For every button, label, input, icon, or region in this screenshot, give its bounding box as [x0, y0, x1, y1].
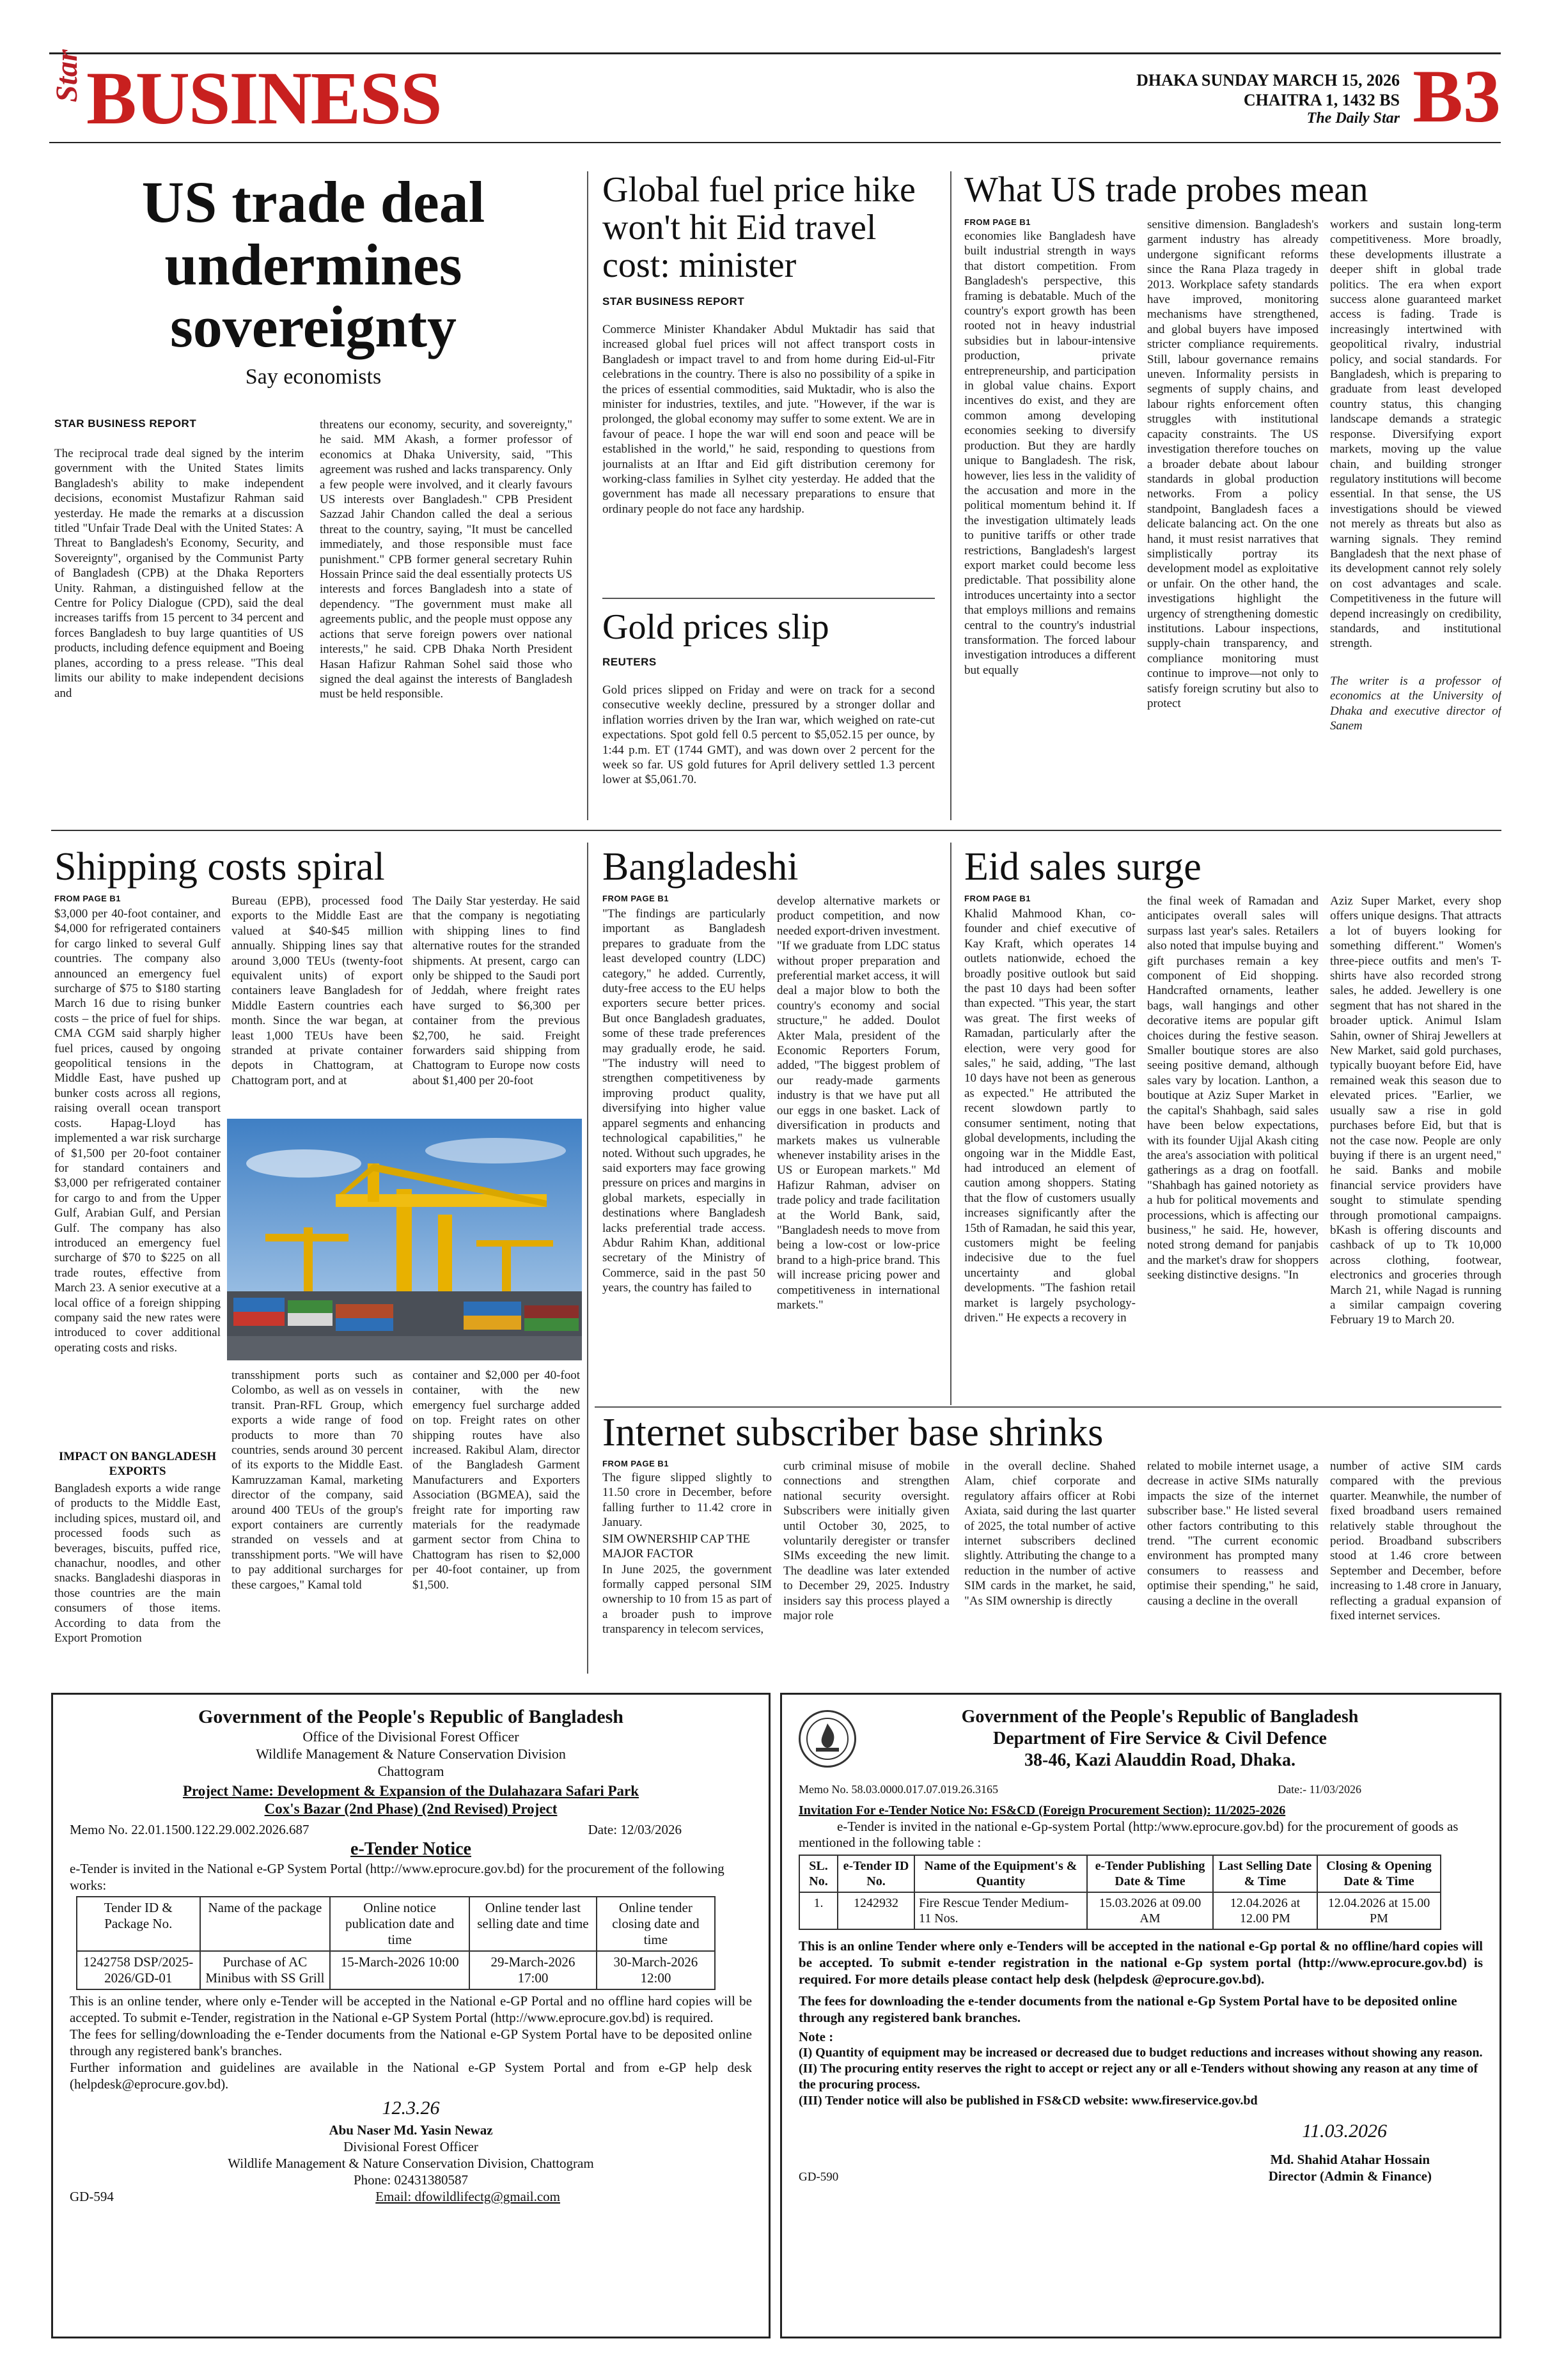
story7-col1: Khalid Mahmood Khan, co-founder and chief executive of Kay Kraft, which operates 14 outlets nationwide, echoed the broadly positive outlook but said the past 10 days had been softer than expected. "This year, the start was great. The first weeks of Ramadan, particularly after the election, were very good for sales," he said, adding, "The last 10 days have not been as generous as expected." He attributed the recent slowdown partly to consumer sentiment, noting that global developments, including the ongoing war in the Middle East, had introduced an element of caution among shoppers. Stating that the flow of customers usually increases significantly after the 15th of Ramadan, he said this year, customers might be feeling indecisive due to the fuel uncertainty and global developments. "The fashion retail market is largely psychology-driven." He expects a recovery in [964, 907, 1136, 1325]
table-cell: 12.04.2026 at 12.00 PM [1213, 1892, 1317, 1929]
table-cell: 1242758 DSP/2025-2026/GD-01 [77, 1951, 200, 1989]
story3-byline: REUTERS [602, 656, 657, 668]
divider [602, 598, 935, 599]
table-cell: 12.04.2026 at 15.00 PM [1317, 1892, 1441, 1929]
ad1-name: Abu Naser Md. Yasin Newaz [329, 2122, 493, 2138]
date-bs-text: CHAITRA 1, 1432 BS [1243, 91, 1400, 109]
story5-col3b: container and $2,000 per 40-foot container, with the new emergency fuel surcharge added on top. Freight rates on other shipping routes have also increased. Rakibul Alam, director of the Bangladesh Garment Manufacturers and Exporters Association (BGMEA), said the freight rate for importing raw materials for the readymade garment sector from China to Chattogram has risen to $2,000 per 40-foot container, up from $1,500. [412, 1369, 580, 1592]
story4-col2: sensitive dimension. Bangladesh's garment industry has already undergone significant reforms since the Rana Plaza tragedy in 2013. Workplace safety standards have improved, monitoring mechanisms have strengthened, and global buyers have imposed stricter compliance requirements. Still, labour governance remains uneven. Informality persists in segments of supply chains, and labour rights enforcement often struggles with institutional capacity constraints. The US investigation therefore touches on a broader debate about labour standards in global production networks. From a policy standpoint, Bangladesh faces a delicate balancing act. On the one hand, it must resist narratives that simplistically portray its development model as exploitative or unfair. On the other hand, the investigations highlight the urgency of strengthening domestic institutions. Labour inspections, supply-chain transparency, and compliance monitoring must continue to improve—not only to satisfy foreign scrutiny but also to protect [1147, 218, 1319, 710]
story8-col4: related to mobile internet usage, a decrease in active SIMs naturally impacts the size of the internet subscriber base." He listed several other factors contributing to this trend. "The current economic environment has prompted many consumers to reassess and optimise their spending," he said, causing a decline in the overall [1147, 1459, 1319, 1608]
story6-headline[interactable]: Bangladeshi [602, 845, 799, 889]
ad1-intro: e-Tender is invited in the National e-GP System Portal (http://www.eprocure.gov.bd) for the procurement of the following works: [70, 1861, 724, 1893]
story6-frompage: FROM PAGE B1 [602, 894, 669, 903]
ad2-desig: Director (Admin & Finance) [1268, 2168, 1432, 2184]
table-row [77, 1951, 715, 1989]
ad2-invitation: Invitation For e-Tender Notice No: FS&CD (Foreign Procurement Section): 11/2025-2026 [799, 1803, 1286, 1817]
story5-headline[interactable]: Shipping costs spiral [54, 845, 385, 889]
table-cell: Purchase of AC Minibus with SS Grill [200, 1951, 331, 1989]
masthead-top-rule [49, 52, 1501, 54]
table-cell: 15-March-2026 10:00 [330, 1951, 469, 1989]
col-header: SL. No. [799, 1855, 838, 1892]
ad2-memo-row [799, 1777, 1483, 1802]
page-number: B3 [1413, 54, 1501, 138]
ad2-n3: (III) Tender notice will also be published in FS&CD website: www.fireservice.gov.bd [799, 2094, 1258, 2108]
ad2-signature [799, 2120, 1387, 2142]
story7-col3: Aziz Super Market, every shop offers unique designs. That attracts a lot of buyers looking for something different." Women's three-piece outfits and men's T-shirts have also recorded strong sales, he added. Jewellery is one segment that has not shared in the broader uptick. Animul Islam Sahin, owner of Shiraj Jewellers at New Market, said gold purchases, typically buoyant before Eid, have remained weak this season due to elevated prices. "Earlier, we usually saw a rise in gold purchases before Eid, but that is not the case now. People are only buying if there is an urgent need," he said. Banks and mobile financial service providers have sought to stimulate spending through promotional campaigns. bKash is offering discounts and cashback of up to Tk 10,000 across clothing, footwear, electronics and groceries through March 21, while Nagad is running a similar campaign covering February 19 to March 20. [1330, 894, 1501, 1327]
story8-col1: The figure slipped slightly to 11.50 crore in December, before falling further to 11.42 crore in January. [602, 1471, 772, 1530]
tender-notice-forest [51, 1693, 771, 2338]
ad1-office: Wildlife Management & Nature Conservation Division, Chattogram [228, 2156, 594, 2171]
col-header: Closing & Opening Date & Time [1317, 1855, 1441, 1892]
ad2-code: GD-590 [799, 2170, 839, 2184]
ad2-n2: (II) The procuring entity reserves the right to accept or reject any or all e-Tenders without showing any reason at any time of the procuring process. [799, 2062, 1478, 2092]
story4-col1: economies like Bangladesh have built industrial strength in ways that distort competition. From Bangladesh's perspective, this framing is debatable. Much of the country's export growth has been rooted not in heavy industrial subsidies but in labour-intensive production, private entrepreneurship, and participation in global value chains. Export incentives do exist, and they are common among developing economies seeking to diversify production. But they are hardly unique to Bangladesh. The risk, however, lies less in the validity of the accusation and more in the political momentum behind it. If the investigation ultimately leads to punitive tariffs or other trade restrictions, Bangladesh's largest export market could become less predictable. That possibility alone introduces uncertainty into a sector that employs millions and remains central to the country's industrial transformation. The forced labour investigation introduces a different but equally [964, 229, 1136, 677]
ad1-sig-date: 12.3.26 [382, 2097, 440, 2119]
ad1-project: Project Name: Development & Expansion of the Dulahazara Safari Park [182, 1783, 639, 1799]
story6-col1: "The findings are particularly important as Bangladesh prepares to graduate from the least developed country (LDC) category," he added. Currently, duty-free access to the EU helps exporters secure better prices. But once Bangladesh graduates, some of these trade preferences may gradually erode, he said. "The industry will need to strengthen competitiveness by improving product quality, diversifying into higher value apparel segments and enhancing technological capabilities," he noted. Without such upgrades, he said exporters may face growing pressure on prices and margins in global markets, especially in destinations where Bangladesh lacks preferential trade access. Abdur Rahim Khan, additional secretary of the Ministry of Commerce, said in the past 50 years, the country has failed to [602, 907, 765, 1295]
col-header: e-Tender ID No. [838, 1855, 914, 1892]
story3-headline[interactable]: Gold prices slip [602, 607, 829, 647]
ad1-line2: Wildlife Management & Nature Conservation Division [256, 1746, 566, 1762]
story3-body: Gold prices slipped on Friday and were on track for a second consecutive weekly decline, pressured by a stronger dollar and inflation worries driven by the Iran war, which weighed on rate-cut expectations. Spot gold fell 0.5 percent to $5,052.15 per ounce, by 1:44 p.m. ET (1744 GMT), and was down over 2 percent for the week so far. US gold futures for April delivery settled 1.3 percent lower at $5,061.70. [602, 683, 935, 787]
table-cell: 15.03.2026 at 09.00 AM [1087, 1892, 1213, 1929]
story5-col1: $3,000 per 40-foot container, and $4,000 for refrigerated containers for cargo linked to several Gulf countries. The company also announced an emergency fuel surcharge of $75 to $180 starting March 16 due to rising bunker costs – the price of fuel for ships. CMA CGM said sharply higher fuel prices, caused by ongoing geopolitical tensions in the Middle East, have pushed up bunker costs across all regions, raising overall ocean transport costs. Hapag-Lloyd has implemented a war risk surcharge of $1,500 per 20-foot container for standard containers and $3,000 per refrigerated container for cargo to and from the Upper Gulf, Arabian Gulf, and Persian Gulf. The company has also introduced an emergency fuel surcharge of $70 to $225 on all trade routes, effective from March 23. A senior executive at a local office of a foreign shipping company said the new rates were introduced to cover additional operating costs and risks. [54, 907, 221, 1355]
col-divider [587, 843, 588, 1674]
story8-headline[interactable]: Internet subscriber base shrinks [602, 1411, 1104, 1454]
story1-col2: threatens our economy, security, and sovereignty," he said. MM Akash, a former professor of economics at Dhaka University, said, "This agreement was rushed and lacks transparency. Only a few people were involved, and it clearly favours US interests over Bangladesh." CPB President Sazzad Jahir Chandon called the deal a serious threat to the country, saying, "It must be cancelled immediately, and those responsible must face punishment." CPB former general secretary Ruhin Hossain Prince said the deal essentially protects US interests and forces Bangladesh into a state of dependency. "The government must make all agreements public, and the people must oppose any actions that serve foreign powers over national interests," he said. CPB Dhaka North President Hasan Hafizur Rahman Sohel said those who signed the deal against the interests of Bangladesh must be held responsible. [320, 418, 572, 701]
col-header: e-Tender Publishing Date & Time [1087, 1855, 1213, 1892]
ad1-phone: Phone: 02431380587 [353, 2172, 469, 2188]
section-divider [51, 830, 1501, 831]
col-divider [950, 171, 951, 820]
table-cell: 1. [799, 1892, 838, 1929]
table-cell: 30-March-2026 12:00 [597, 1951, 715, 1989]
story-us-trade-deal [51, 171, 575, 389]
ad2-n1: (I) Quantity of equipment may be increased or decreased due to budget reductions and increases without showing any reason. [799, 2046, 1483, 2060]
table-header-row [77, 1897, 715, 1951]
ad2-memo: Memo No. 58.03.0000.017.07.019.26.3165 [799, 1783, 998, 1796]
col-header: Name of the Equipment's & Quantity [914, 1855, 1087, 1892]
ad1-table [76, 1896, 716, 1990]
fire-service-emblem [799, 1710, 856, 1768]
ad1-notice-title: e-Tender Notice [350, 1839, 471, 1859]
ad1-memo-row [70, 1821, 752, 1839]
ad2-intro: e-Tender is invited in the national e-Gp-system Portal (http:/www.eprocure.gov.bd) for the procurement of goods as mentioned in the following table : [799, 1819, 1459, 1850]
story5-col1-wrap [54, 906, 221, 1675]
ad2-footer [799, 2151, 1483, 2184]
story4-col3: workers and sustain long-term competitiveness. More broadly, these developments illustrate a deeper shift in global trade politics. The era when export success alone guaranteed market access is fading. Trade is increasingly intertwined with geopolitical rivalry, industrial policy, and social standards. For Bangladesh, which is preparing to graduate from least developed country status, this changing landscape demands a strategic response. Diversifying export markets, moving up the value chain, and building stronger regulatory institutions will become essential. In that sense, the US investigations should be viewed not merely as threats but also as warning signals. They remind Bangladesh that the next phase of its development cannot rely solely on cost advantages and scale. Competitiveness in the future will depend increasingly on credibility, standards, and institutional strength. [1330, 218, 1501, 651]
story8-col5: number of active SIM cards compared with the previous quarter. Meanwhile, the number of fixed broadband users remained relatively stable throughout the period. Broadband subscribers stood at 1.46 crore between September and December, before increasing to 1.48 crore in January, reflecting a gradual expansion of fixed internet services. [1330, 1459, 1501, 1623]
story2-byline: STAR BUSINESS REPORT [602, 295, 745, 307]
ad1-email[interactable]: Email: dfowildlifectg@gmail.com [375, 2189, 560, 2204]
ad1-date: Date: 12/03/2026 [588, 1822, 682, 1837]
ad2-signatory [1269, 2151, 1432, 2184]
date-text: DHAKA SUNDAY MARCH 15, 2026 [1136, 71, 1400, 89]
story8-col1-wrap [602, 1470, 772, 1675]
ad1-p1: This is an online tender, where only e-Tender will be accepted in the National e-GP Portal and no offline hard copies will be accepted. To submit e-Tender, registration in the National e-GP System Portal (http://www.eprocure.gov.bd) is required. [70, 1993, 752, 2025]
story8-subhead: SIM OWNERSHIP CAP THE MAJOR FACTOR [602, 1532, 751, 1560]
story5-subhead: IMPACT ON BANGLADESH EXPORTS [58, 1450, 217, 1478]
ad1-title: Government of the People's Republic of Bangladesh [198, 1706, 623, 1727]
ad2-title: Government of the People's Republic of Bangladesh [961, 1707, 1359, 1727]
table-row [799, 1892, 1441, 1929]
story4-frompage: FROM PAGE B1 [964, 217, 1031, 227]
emblem-icon [801, 1712, 854, 1766]
story7-headline[interactable]: Eid sales surge [964, 845, 1202, 889]
col-header: Last Selling Date & Time [1213, 1855, 1317, 1892]
writer-note: The writer is a professor of economics at the University of Dhaka and executive director of Sanem [1330, 674, 1501, 733]
table-cell: 1242932 [838, 1892, 914, 1929]
story5-col3: The Daily Star yesterday. He said that the company is negotiating with shipping lines to find alternative routes for the stranded shipments. At present, cargo can only be shipped to the Saudi port of Jeddah, where freight rates have surged to $6,300 per container from the previous $2,700, he said. Freight forwarders said shipping from Chattogram to Europe now costs about $1,400 per 20-foot [412, 894, 580, 1087]
story8-col2: curb criminal misuse of mobile connections and strengthen national security oversight. Subscribers were initially given until October 30, 2025, to voluntarily deregister or transfer SIMs exceeding the new limit. The deadline was later extended to December 29, 2025. Industry insiders say this process played a major role [783, 1459, 950, 1623]
ad2-p1: This is an online Tender where only e-Tenders will be accepted in the national e-Gp portal & no offline/hard copies will be accepted. To submit e-tender registration in the national e-Gp system portal (http://www.eprocure.gov.bd) is required. For more details please contact help desk (helpdesk @eprocure.gov.bd). [799, 1938, 1483, 1987]
story5-frompage: FROM PAGE B1 [54, 894, 121, 903]
table-header-row [799, 1855, 1441, 1892]
paper-name: The Daily Star [1306, 110, 1400, 127]
col-divider [587, 171, 588, 820]
subhead: Say economists [245, 364, 382, 389]
table-cell: 29-March-2026 17:00 [469, 1951, 597, 1989]
ad2-dept: Department of Fire Service & Civil Defence [993, 1729, 1327, 1748]
story8-frompage: FROM PAGE B1 [602, 1459, 669, 1468]
tender-notice-fire-service [780, 1693, 1501, 2338]
col-header: Name of the package [200, 1897, 331, 1951]
ad2-date: Date:- 11/03/2026 [1278, 1783, 1361, 1796]
ad1-footer [70, 2188, 752, 2205]
headline[interactable]: US trade deal undermines sovereignty [141, 169, 485, 360]
story5-col2: Bureau (EPB), processed food exports to the Middle East are valued at $40-$45 million annually. Shipping lines say that around 3,000 TEUs (twenty-foot equivalent units) of export containers leave Bangladesh for Middle Eastern countries each month. Since the war began, at least 1,000 TEUs have been stranded at private container depots in Chattogram, at Chattogram port, and at [231, 894, 403, 1087]
story8-col1b: In June 2025, the government formally capped personal SIM ownership to 10 from 15 as part of a broader push to improve transparency in telecom services, [602, 1562, 772, 1637]
ad2-sig-date: 11.03.2026 [1302, 2120, 1387, 2142]
ad1-desig: Divisional Forest Officer [343, 2139, 478, 2154]
table-cell: Fire Rescue Tender Medium- 11 Nos. [914, 1892, 1087, 1929]
ad2-p2: The fees for downloading the e-tender documents from the national e-Gp System Portal have to be deposited online through any registered bank branches. [799, 1993, 1457, 2025]
story7-frompage: FROM PAGE B1 [964, 894, 1031, 903]
ad1-signature [70, 2097, 752, 2119]
ad1-project2: Cox's Bazar (2nd Phase) (2nd Revised) Project [264, 1801, 558, 1817]
divider [595, 1406, 1501, 1408]
brand-star: Star [50, 49, 84, 102]
col-header: Tender ID & Package No. [77, 1897, 200, 1951]
col-header: Online notice publication date and time [330, 1897, 469, 1951]
story2-headline[interactable]: Global fuel price hike won't hit Eid travel cost: minister [602, 170, 916, 285]
story6-col2: develop alternative markets or product competition, and now needed export-driven investment. "If we graduate from LDC status without proper preparation and preferential market access, it will deal a major blow to both the country's economy and social structure," he added. Doulot Akter Mala, president of the Economic Reporters Forum, added, "The biggest problem of our ready-made garments industry is that we have put all our eggs in one basket. Lack of diversification in products and markets makes us vulnerable whenever instability arises in the US or European markets." Md Hafizur Rahman, adviser on trade policy and trade facilitation at the World Bank, said, "Bangladesh needs to move from being a low-cost or low-price brand to a high-price brand. This will increase pricing power and competitiveness in international markets." [777, 894, 940, 1312]
story4-headline[interactable]: What US trade probes mean [964, 170, 1368, 210]
story4-col3-wrap [1330, 217, 1501, 818]
ad1-memo: Memo No. 22.01.1500.122.29.002.2026.687 [70, 1822, 309, 1837]
port-crane-illustration [227, 1119, 582, 1360]
col-divider [950, 843, 951, 1405]
section-title: BUSINESS [86, 56, 441, 140]
ad1-p3: Further information and guidelines are available in the National e-GP System Portal and from e-GP help desk (helpdesk@eprocure.gov.bd). [70, 2060, 752, 2092]
dateline [1136, 70, 1400, 127]
ad1-line3: Chattogram [377, 1763, 444, 1779]
story8-col3: in the overall decline. Shahed Alam, chief corporate and regulatory affairs officer at Robi Axiata, said during the last quarter of 2025, the total number of active internet subscribers declined slightly. Attributing the change to a reduction in the number of active SIM cards in the market, he said, "As SIM ownership is directly [964, 1459, 1136, 1608]
story5-col2b: transshipment ports such as Colombo, as well as on vessels in transit. Pran-RFL Group, which exports a wide range of food products to more than 70 countries, sends around 30 percent of its exports to the Middle East. Kamruzzaman Kamal, marketing director of the company, said around 400 TEUs of the group's export containers are currently stranded on vessels and at transshipment ports. "We will have to pay additional surcharges for these cargoes," Kamal told [231, 1369, 403, 1592]
col-header: Online tender closing date and time [597, 1897, 715, 1951]
masthead-bottom-rule [49, 142, 1501, 143]
story7-col2: the final week of Ramadan and anticipates overall sales will surpass last year's sales. Retailers also noted that impulse buying and gift purchases remain a key component of Eid shopping. Handcrafted ornaments, leather bags, wall hangings and other decorative items are popular gift choices during the festive season. Smaller boutique stores are also seeing positive demand, although sales vary by location. Lanthon, a boutique at Aziz Super Market in the capital's Shahbagh, said sales have been below expectations, with its founder Ujjal Akash citing the area's association with political gatherings as a drag on footfall. "Shahbagh has gained notoriety as a hub for political movements and processions, which is affecting our business," he said. He, however, noted strong demand for panjabis and the market's draw for shoppers seeking distinctive designs. "In [1147, 894, 1319, 1282]
col-header: Online tender last selling date and time [469, 1897, 597, 1951]
ad2-address: 38-46, Kazi Alauddin Road, Dhaka. [1024, 1750, 1296, 1770]
byline: STAR BUSINESS REPORT [54, 417, 197, 430]
ad2-name: Md. Shahid Atahar Hossain [1270, 2152, 1430, 2167]
story1-col1: The reciprocal trade deal signed by the interim government with the United States limits Bangladesh's ability to make independent decisions, economist Mustafizur Rahman said yesterday. He made the remarks at a discussion titled "Unfair Trade Deal with the United States: A Threat to Bangladesh's Economy, Security, and Sovereignty", organised by the Communist Party of Bangladesh (CPB) at the Dhaka Reporters Unity. Rahman, a distinguished fellow at the Centre for Policy Dialogue (CPD), said the deal increases tariffs from 15 percent to 34 percent and forces Bangladesh to buy large quantities of US products, including defence equipment and Boeing planes, according to a press release. "This deal limits our ability to make independent decisions and [54, 447, 304, 700]
ad2-note: Note : [799, 2029, 834, 2044]
ad1-code: GD-594 [70, 2189, 114, 2204]
port-crane-photo [227, 1119, 582, 1360]
ad2-table [799, 1855, 1441, 1930]
ad1-line1: Office of the Divisional Forest Officer [302, 1729, 519, 1745]
story2-body: Commerce Minister Khandaker Abdul Muktadir has said that increased global fuel prices will not affect transport costs in Bangladesh or impact travel to and from home during Eid-ul-Fitr celebrations in the country. There is also no possibility of a spike in the prices of essential commodities, said Muktadir, who is also the minister for industries, textiles, and jute. "However, if the war is prolonged, the global economy may suffer to some extent. We are in favour of peace. I hope the war will end soon and peace will be established in the world," he said, responding to questions from journalists at an Iftar and Eid gift distribution ceremony for working-class families in Sylhet city yesterday. He added that the government has made all necessary preparations to ensure that ordinary people do not face any hardship. [602, 323, 935, 516]
story5-col1b: Bangladesh exports a wide range of products to the Middle East, including spices, mustard oil, and processed foods such as beverages, biscuits, puffed rice, chanachur, noodles, and other snacks. Bangladeshi diasporas in those countries are the main consumers of those items. According to data from the Export Promotion [54, 1482, 221, 1645]
ad1-p2: The fees for selling/downloading the e-Tender documents from the National e-GP System Portal have to be deposited online through any registered bank's branches. [70, 2026, 752, 2058]
